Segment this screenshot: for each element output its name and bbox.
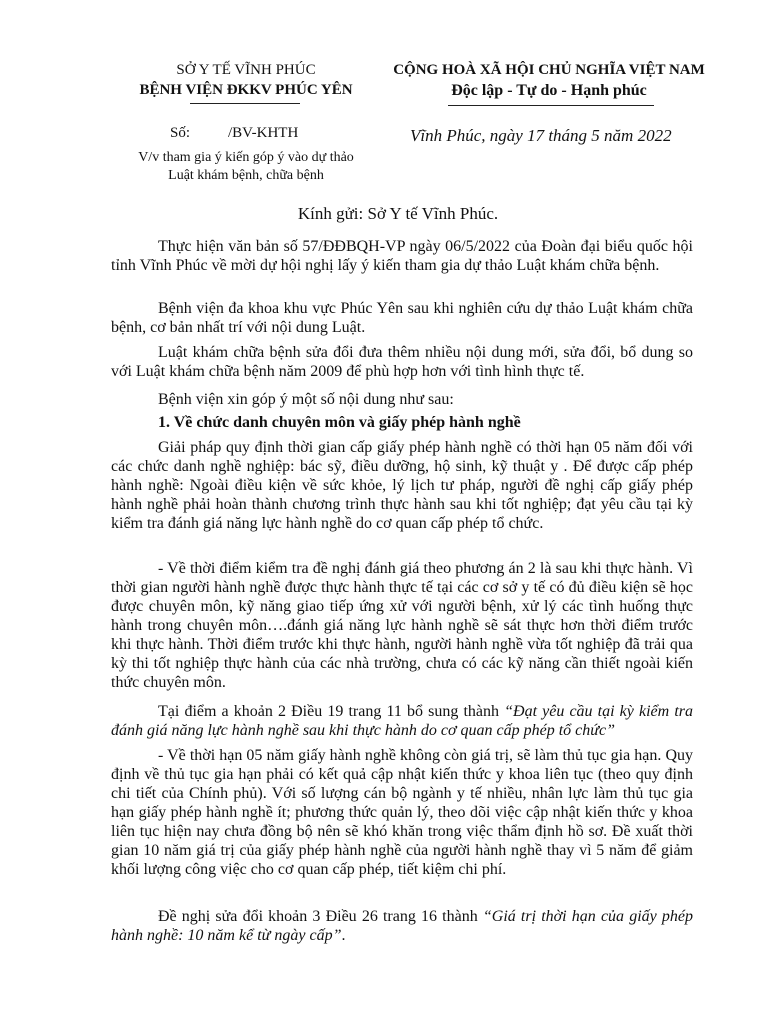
paragraph-9-quote: “Giá trị thời hạn của giấy phép hành nghề: 10 năm kể từ ngày cấp”	[111, 908, 693, 944]
paragraph-7-quote: “Đạt yêu cầu tại kỳ kiểm tra đánh giá năng lực hành nghề sau khi thực hành do cơ quan cấp phép tổ chức”	[111, 703, 694, 739]
recipient: Kính gửi: Sở Y tế Vĩnh Phúc.	[297, 204, 499, 223]
paragraph-4: Bệnh viện xin góp ý một số nội dung như sau:	[158, 391, 454, 408]
paragraph-2: Bệnh viện đa khoa khu vực Phúc Yên sau khi nghiên cứu dự thảo Luật khám chữa bệnh, cơ bản nhất trí với nội dung Luật.	[111, 300, 693, 336]
paragraph-9-text: Đề nghị sửa đổi khoản 3 Điều 26 trang 16 thành	[158, 908, 483, 925]
national-motto: Độc lập - Tự do - Hạnh phúc	[451, 82, 647, 99]
paragraph-1: Thực hiện văn bản số 57/ĐĐBQH-VP ngày 06/5/2022 của Đoàn đại biểu quốc hội tỉnh Vĩnh Phúc về mời dự hội nghị lấy ý kiến tham gia dự thảo Luật khám chữa bệnh.	[111, 238, 693, 274]
paragraph-9	[111, 907, 693, 945]
doc-number-code: /BV-KHTH	[228, 125, 299, 141]
paragraph-3: Luật khám chữa bệnh sửa đổi đưa thêm nhiều nội dung mới, sửa đổi, bổ dung so với Luật khám chữa bệnh năm 2009 để phù hợp hơn với tình hình thực tế.	[111, 344, 693, 380]
section-1-heading: 1. Về chức danh chuyên môn và giấy phép hành nghề	[158, 414, 521, 431]
subject-line-2: Luật khám bệnh, chữa bệnh	[168, 168, 324, 183]
paragraph-8: - Về thời hạn 05 năm giấy hành nghề không còn giá trị, sẽ làm thủ tục gia hạn. Quy định về thủ tục gia hạn phải có kết quả cập nhật kiến thức y khoa liên tục (theo quy định chi tiết của Chính phủ). Với số lượng cán bộ ngành y tế nhiều, nhân lực làm thủ tục gia hạn giấy phép hành nghề ít; phương thức quản lý, theo dõi việc cập nhật kiến thức y khoa liên tục hiện nay chưa đồng bộ nên sẽ khó khăn trong việc thẩm định hồ sơ. Đề xuất thời gian 10 năm giá trị của giấy phép hành nghề của người hành nghề thay vì 5 năm để giảm khối lượng công việc cho cơ quan cấp phép, tiết kiệm chi phí.	[111, 747, 693, 878]
department-name: SỞ Y TẾ VĨNH PHÚC	[176, 62, 316, 78]
header-left-underline	[190, 103, 300, 104]
header-right-underline	[448, 105, 654, 106]
paragraph-6: - Về thời điểm kiểm tra đề nghị đánh giá theo phương án 2 là sau khi thực hành. Vì thời gian người hành nghề được thực hành thực tế tại các cơ sở y tế có đủ điều kiện sẽ học được chuyên môn, kỹ năng giao tiếp ứng xử với người bệnh, xử lý các tình huống thực hành trong chuyên môn….đánh giá năng lực hành nghề sẽ sát thực hơn thời điểm trước khi thực hành. Thời điểm trước khi thực hành, người hành nghề vừa tốt nghiệp đã trải qua kỳ thi tốt nghiệp thực hành của các nhà trường, chưa có các kỹ năng cần thiết ngoài kiến thức chuyên môn.	[111, 560, 693, 691]
hospital-name: BỆNH VIỆN ĐKKV PHÚC YÊN	[139, 82, 353, 98]
paragraph-7	[111, 702, 693, 740]
subject-line-1: V/v tham gia ý kiến góp ý vào dự thảo	[138, 150, 354, 165]
paragraph-7-text: Tại điểm a khoản 2 Điều 19 trang 11 bổ sung thành	[158, 703, 505, 720]
paragraph-5: Giải pháp quy định thời gian cấp giấy phép hành nghề có thời hạn 05 năm đối với các chức danh nghề nghiệp: bác sỹ, điều dưỡng, hộ sinh, kỹ thuật y . Để được cấp phép hành nghề: Ngoài điều kiện về sức khỏe, lý lịch tư pháp, người đề nghị cấp giấy phép hành nghề phải hoàn thành chương trình thực hành sau khi tốt nghiệp; đạt yêu cầu tại kỳ kiểm tra đánh giá năng lực hành nghề do cơ quan cấp phép tổ chức.	[111, 439, 693, 532]
place-date: Vĩnh Phúc, ngày 17 tháng 5 năm 2022	[410, 126, 672, 145]
national-title: CỘNG HOÀ XÃ HỘI CHỦ NGHĨA VIỆT NAM	[393, 62, 705, 78]
doc-number-label: Số:	[170, 125, 191, 141]
paragraph-9-end: .	[341, 927, 346, 944]
